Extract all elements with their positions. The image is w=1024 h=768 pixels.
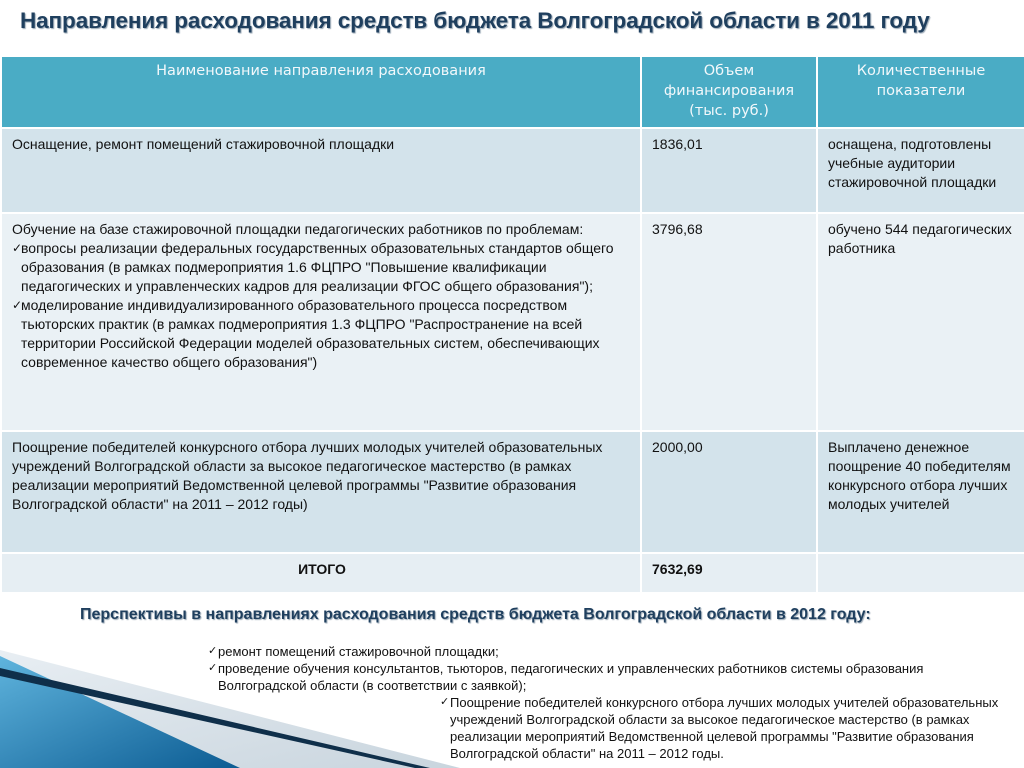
budget-table [0, 55, 1024, 594]
row-indicators: Выплачено денежное поощрение 40 победителям конкурсного отбора лучших молодых учителей [817, 431, 1024, 553]
row-amount: 2000,00 [641, 431, 817, 553]
row-direction-cell [1, 213, 641, 431]
check-icon: ✓ [12, 241, 23, 255]
row-direction-name: Поощрение победителей конкурсного отбора лучших молодых учителей образовательных учреждений Волгоградской области за высокое педагогическое мастерство (в рамках реализации мероприятий Ведомственной целевой программы "Развитие образования Волгоградской области" на 2011 – 2012 годы) [1, 431, 641, 553]
check-icon: ✓ [208, 645, 218, 657]
table-row [1, 213, 1024, 431]
prospect-text: проведение обучения консультантов, тьюторов, педагогических и управленческих работников системы образования Волгоградской области (в соответствии с заявкой); [218, 661, 924, 693]
header-indicators: Количественные показатели [817, 56, 1024, 128]
list-item [208, 660, 1008, 694]
bullet-text: моделирование индивидуализированного образовательного процесса посредством тьюторских практик (в рамках подмероприятия 1.3 ФЦПРО "Распространение на всей территории Российской Федерации моделей образовательных систем, обеспечивающих современное качество общего образования") [21, 297, 600, 370]
section-subtitle: Перспективы в направлениях расходования средств бюджета Волгоградской области в 2012 году: [80, 606, 871, 623]
row-indicators: оснащена, подготовлены учебные аудитории стажировочной площадки [817, 128, 1024, 213]
list-item [440, 694, 1000, 762]
check-icon: ✓ [440, 696, 450, 708]
row-direction-name: Оснащение, ремонт помещений стажировочной площадки [1, 128, 641, 213]
bullet-text: вопросы реализации федеральных государственных образовательных стандартов общего образования (в рамках подмероприятия 1.6 ФЦПРО "Повышение квалификации педагогических и управленческих кадров для реализации ФГОС общего образования"); [21, 240, 614, 294]
list-item [12, 239, 632, 296]
check-icon: ✓ [12, 298, 23, 312]
header-amount: Объем финансирования (тыс. руб.) [641, 56, 817, 128]
prospects-list [208, 643, 1008, 762]
header-direction: Наименование направления расходования [1, 56, 641, 128]
prospect-text: Поощрение победителей конкурсного отбора лучших молодых учителей образовательных учреждений Волгоградской области за высокое педагогическое мастерство (в рамках реализации мероприятий Ведомственной целевой программы "Развитие образования Волгоградской области" на 2011 – 2012 годы. [450, 695, 999, 761]
row-indicators: обучено 544 педагогических работника [817, 213, 1024, 431]
page-title: Направления расходования средств бюджета Волгоградской области в 2011 году [20, 8, 930, 33]
row-amount: 3796,68 [641, 213, 817, 431]
prospect-text: ремонт помещений стажировочной площадки; [218, 644, 499, 659]
table-row [1, 128, 1024, 213]
row-direction-intro: Обучение на базе стажировочной площадки педагогических работников по проблемам: [12, 221, 584, 237]
total-label: ИТОГО [1, 553, 641, 593]
list-item [208, 643, 1008, 660]
row-amount: 1836,01 [641, 128, 817, 213]
check-icon: ✓ [208, 662, 218, 674]
total-amount: 7632,69 [641, 553, 817, 593]
table-row [1, 431, 1024, 553]
total-indicators-empty [817, 553, 1024, 593]
list-item [12, 296, 632, 372]
table-header-row [1, 56, 1024, 128]
total-row [1, 553, 1024, 593]
